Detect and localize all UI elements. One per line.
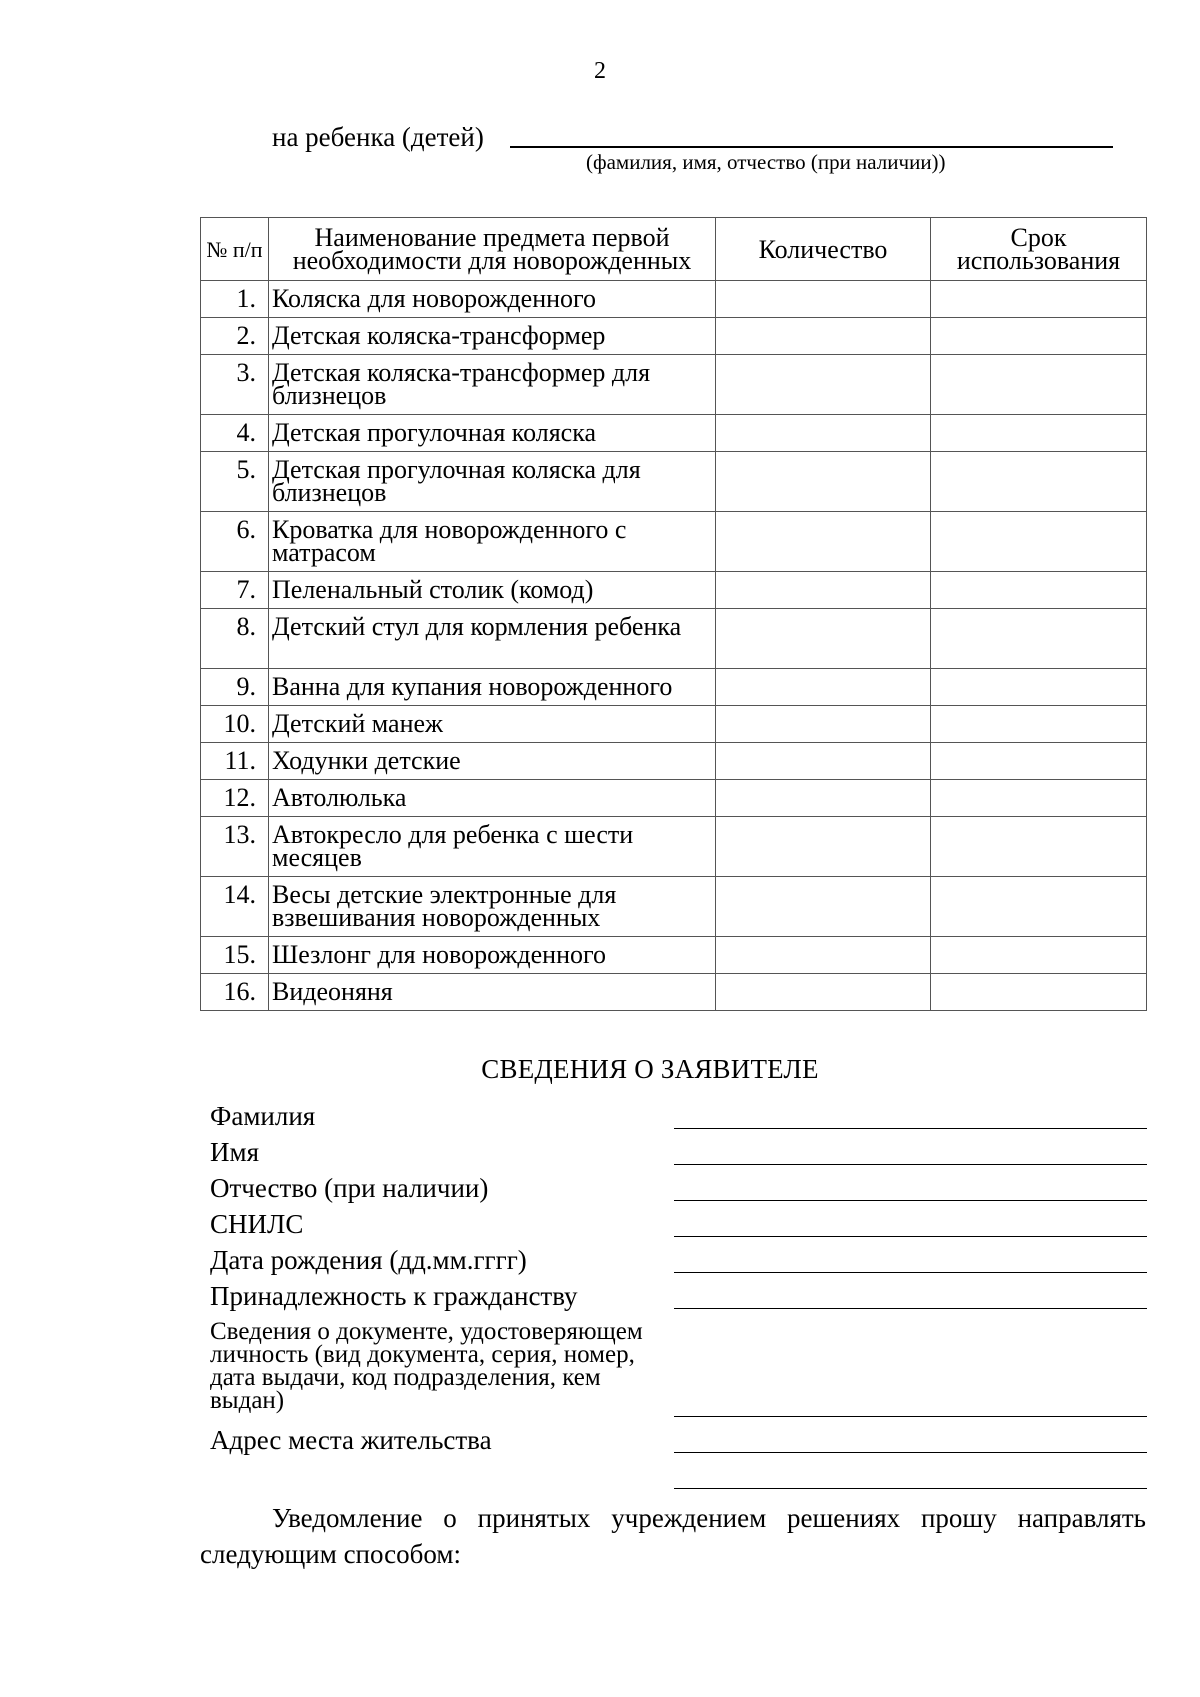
term-cell[interactable] <box>931 780 1147 817</box>
row-name: Детская прогулочная коляска <box>269 415 716 452</box>
term-cell[interactable] <box>931 572 1147 609</box>
qty-cell[interactable] <box>716 743 931 780</box>
term-cell[interactable] <box>931 355 1147 415</box>
child-caption: (фамилия, имя, отчество (при наличии)) <box>586 150 946 174</box>
child-name-blank[interactable] <box>510 146 1113 148</box>
field-line-birthdate[interactable] <box>674 1272 1147 1273</box>
row-num: 2. <box>201 318 269 355</box>
row-num: 4. <box>201 415 269 452</box>
term-cell[interactable] <box>931 817 1147 877</box>
row-name: Детская коляска-трансформер <box>269 318 716 355</box>
row-num: 5. <box>201 452 269 512</box>
row-name: Кроватка для новорожденного с матрасом <box>269 512 716 572</box>
field-line-id-document[interactable] <box>674 1416 1147 1417</box>
term-cell[interactable] <box>931 609 1147 669</box>
row-name: Шезлонг для новорожденного <box>269 937 716 974</box>
qty-cell[interactable] <box>716 974 931 1011</box>
table-row <box>201 415 1147 452</box>
header-name: Наименование предмета первой необходимости для новорожденных <box>269 218 716 281</box>
page-number: 2 <box>594 58 606 84</box>
term-cell[interactable] <box>931 452 1147 512</box>
row-name: Коляска для новорожденного <box>269 281 716 318</box>
row-name: Детский манеж <box>269 706 716 743</box>
table-row <box>201 318 1147 355</box>
term-cell[interactable] <box>931 974 1147 1011</box>
row-num: 12. <box>201 780 269 817</box>
row-num: 14. <box>201 877 269 937</box>
field-label-name: Имя <box>210 1137 260 1167</box>
row-num: 13. <box>201 817 269 877</box>
table-row <box>201 743 1147 780</box>
field-line-citizenship[interactable] <box>674 1308 1147 1309</box>
table-row <box>201 669 1147 706</box>
field-label-surname: Фамилия <box>210 1101 316 1131</box>
notice-text: Уведомление о принятых учреждением решениях прошу направлять следующим способом: <box>200 1503 1146 1569</box>
table-header-row <box>201 218 1147 281</box>
field-label-citizenship: Принадлежность к гражданству <box>210 1281 578 1311</box>
qty-cell[interactable] <box>716 318 931 355</box>
term-cell[interactable] <box>931 877 1147 937</box>
qty-cell[interactable] <box>716 415 931 452</box>
row-num: 1. <box>201 281 269 318</box>
table-row <box>201 877 1147 937</box>
row-num: 7. <box>201 572 269 609</box>
row-num: 10. <box>201 706 269 743</box>
row-num: 15. <box>201 937 269 974</box>
term-cell[interactable] <box>931 937 1147 974</box>
qty-cell[interactable] <box>716 706 931 743</box>
field-line-address[interactable] <box>674 1452 1147 1453</box>
table-row <box>201 974 1147 1011</box>
qty-cell[interactable] <box>716 877 931 937</box>
row-num: 8. <box>201 609 269 669</box>
field-label-address: Адрес места жительства <box>210 1425 492 1455</box>
items-table <box>200 217 1147 1011</box>
qty-cell[interactable] <box>716 669 931 706</box>
qty-cell[interactable] <box>716 780 931 817</box>
row-name: Детская прогулочная коляска для близнецов <box>269 452 716 512</box>
table-row <box>201 706 1147 743</box>
field-line-name[interactable] <box>674 1164 1147 1165</box>
table-row <box>201 817 1147 877</box>
row-name: Детская коляска-трансформер для близнецов <box>269 355 716 415</box>
section-title: СВЕДЕНИЯ О ЗАЯВИТЕЛЕ <box>481 1054 819 1084</box>
table-row <box>201 512 1147 572</box>
term-cell[interactable] <box>931 706 1147 743</box>
table-row <box>201 452 1147 512</box>
field-line-address-extra[interactable] <box>674 1488 1147 1489</box>
qty-cell[interactable] <box>716 512 931 572</box>
header-qty: Количество <box>716 218 931 281</box>
row-name: Автолюлька <box>269 780 716 817</box>
row-name: Детский стул для кормления ребенка <box>269 609 716 669</box>
row-name: Автокресло для ребенка с шести месяцев <box>269 817 716 877</box>
field-label-snils: СНИЛС <box>210 1209 304 1239</box>
row-num: 3. <box>201 355 269 415</box>
field-line-patronymic[interactable] <box>674 1200 1147 1201</box>
term-cell[interactable] <box>931 415 1147 452</box>
term-cell[interactable] <box>931 669 1147 706</box>
table-row <box>201 937 1147 974</box>
child-label: на ребенка (детей) <box>272 122 484 152</box>
table-row <box>201 780 1147 817</box>
header-term: Срок использования <box>931 218 1147 281</box>
field-label-patronymic: Отчество (при наличии) <box>210 1173 489 1203</box>
table-row <box>201 281 1147 318</box>
qty-cell[interactable] <box>716 452 931 512</box>
qty-cell[interactable] <box>716 281 931 318</box>
term-cell[interactable] <box>931 281 1147 318</box>
row-name: Ходунки детские <box>269 743 716 780</box>
field-label-birthdate: Дата рождения (дд.мм.гггг) <box>210 1245 527 1275</box>
qty-cell[interactable] <box>716 937 931 974</box>
term-cell[interactable] <box>931 743 1147 780</box>
row-num: 16. <box>201 974 269 1011</box>
field-line-snils[interactable] <box>674 1236 1147 1237</box>
field-label-id-document: Сведения о документе, удостоверяющем личность (вид документа, серия, номер, дата выдачи, код подразделения, кем выдан) <box>210 1318 643 1414</box>
term-cell[interactable] <box>931 512 1147 572</box>
row-name: Видеоняня <box>269 974 716 1011</box>
notice-paragraph <box>200 1500 1146 1572</box>
table-row <box>201 572 1147 609</box>
qty-cell[interactable] <box>716 609 931 669</box>
row-name: Ванна для купания новорожденного <box>269 669 716 706</box>
qty-cell[interactable] <box>716 355 931 415</box>
row-name: Пеленальный столик (комод) <box>269 572 716 609</box>
term-cell[interactable] <box>931 318 1147 355</box>
table-row <box>201 609 1147 669</box>
row-name: Весы детские электронные для взвешивания новорожденных <box>269 877 716 937</box>
field-line-surname[interactable] <box>674 1128 1147 1129</box>
row-num: 6. <box>201 512 269 572</box>
row-num: 9. <box>201 669 269 706</box>
table-row <box>201 355 1147 415</box>
row-num: 11. <box>201 743 269 780</box>
header-num: № п/п <box>201 218 269 281</box>
qty-cell[interactable] <box>716 817 931 877</box>
qty-cell[interactable] <box>716 572 931 609</box>
